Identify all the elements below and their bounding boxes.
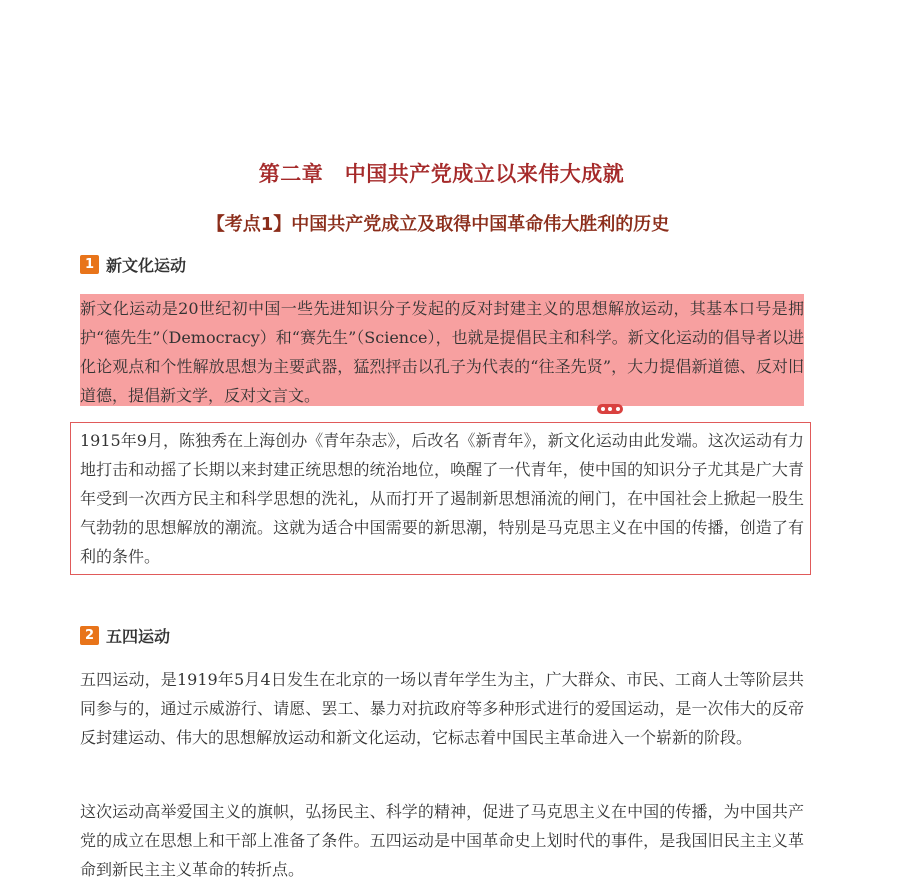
key-point-title: 【考点1】中国共产党成立及取得中国革命伟大胜利的历史 — [206, 214, 670, 235]
dot-icon — [616, 407, 620, 411]
chapter-title: 第二章 中国共产党成立以来伟大成就 — [258, 162, 625, 186]
section-heading-2 — [80, 624, 170, 646]
dot-icon — [608, 407, 612, 411]
highlight-menu-handle[interactable] — [597, 404, 623, 414]
boxed-paragraph[interactable]: 1915年9月，陈独秀在上海创办《青年杂志》，后改名《新青年》，新文化运动由此发端。这次运动有力地打击和动摇了长期以来封建正统思想的统治地位，唤醒了一代青年，使中国的知识分子尤其是广大青年受到一次西方民主和科学思想的洗礼，从而打开了遏制新思想涌流的闸门，在中国社会上掀起一股生气勃勃的思想解放的潮流。这就为适合中国需要的新思潮，特别是马克思主义在中国的传播，创造了有利的条件。 — [80, 431, 804, 566]
dot-icon — [601, 407, 605, 411]
section-number-badge: 2 — [80, 626, 99, 645]
paragraph: 这次运动高举爱国主义的旗帜，弘扬民主、科学的精神，促进了马克思主义在中国的传播，为中国共产党的成立在思想上和干部上准备了条件。五四运动是中国革命史上划时代的事件，是我国旧民主主义革命到新民主主义革命的转折点。 — [80, 802, 804, 879]
section-heading-label: 五四运动 — [106, 626, 171, 646]
section-number-badge: 1 — [80, 255, 99, 274]
highlighted-paragraph[interactable]: 新文化运动是20世纪初中国一些先进知识分子发起的反对封建主义的思想解放运动，其基本口号是拥护“德先生”（Democracy）和“赛先生”（Science），也就是提倡民主和科学。新文化运动的倡导者以进化论观点和个性解放思想为主要武器，猛烈抨击以孔子为代表的“往圣先贤”，大力提倡新道德、反对旧道德，提倡新文学，反对文言文。 — [80, 294, 804, 406]
section-heading-label: 新文化运动 — [106, 255, 187, 275]
paragraph: 五四运动，是1919年5月4日发生在北京的一场以青年学生为主，广大群众、市民、工商人士等阶层共同参与的，通过示威游行、请愿、罢工、暴力对抗政府等多种形式进行的爱国运动，是一次伟大的反帝反封建运动、伟大的思想解放运动和新文化运动，它标志着中国民主革命进入一个崭新的阶段。 — [80, 670, 804, 747]
section-heading-1 — [80, 253, 186, 275]
